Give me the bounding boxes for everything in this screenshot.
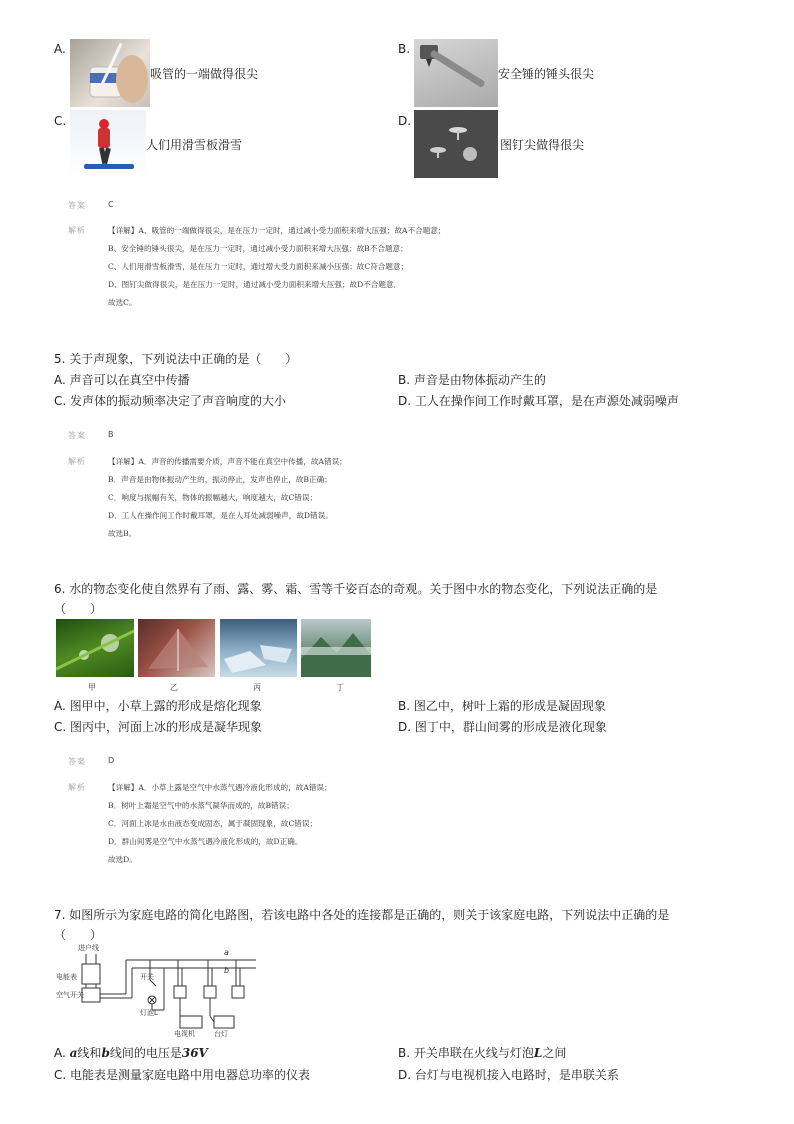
explanation-line: C．河面上冰是水由液态变成固态，属于凝固现象，故C错误； [108,819,318,828]
choice-a [54,1044,208,1061]
choice-a: A. 声音可以在真空中传播 [54,373,190,387]
question-title: 7. 如图所示为家庭电路的简化电路图，若该电路中各处的连接都是正确的，则关于该家庭电路，下列说法中正确的是 [54,908,670,922]
label-breaker: 空气开关 [56,991,84,999]
option-letter: D. [398,114,412,128]
label-switch: 开关 [140,973,154,981]
choice-c: C. 电能表是测量家庭电路中用电器总功率的仪表 [54,1068,311,1082]
option-text: 图钉尖做得很尖 [500,138,585,152]
question-title-cont: （ ） [54,928,103,942]
thumbtack-photo [414,110,498,178]
caption-yi: 乙 [170,683,178,692]
mountain-fog-photo [301,619,371,677]
explanation-line: B．树叶上霜是空气中的水蒸气凝华而成的，故B错误； [108,801,294,810]
explanation-line: 故选B。 [108,529,137,538]
explanation-line: 故选D。 [108,855,137,864]
choice-b-prefix: B. 开关串联在火线与灯泡 [398,1046,534,1060]
choice-d: D. 台灯与电视机接入电路时，是串联关系 [398,1068,619,1082]
choice-c: C. 发声体的振动频率决定了声音响度的大小 [54,394,287,408]
explanation-line: 【详解】A．声音的传播需要介质，声音不能在真空中传播，故A错误； [108,457,347,466]
choice-d: D. 图丁中，群山间雾的形成是液化现象 [398,720,607,734]
safety-hammer-photo [414,39,498,107]
explanation-line: D．群山间雾是空气中水蒸气遇冷液化形成的，故D正确。 [108,837,303,846]
caption-ding: 丁 [336,683,344,692]
choice-b: B. 图乙中，树叶上霜的形成是凝固现象 [398,699,606,713]
label-meter: 电能表 [56,973,77,981]
straw-cup-photo [70,39,150,107]
label-desk-lamp: 台灯 [214,1030,228,1038]
circuit-diagram [56,942,266,1037]
choice-a-mid2: 线间的电压是 [109,1046,182,1060]
label-service-line: 进户线 [78,944,99,952]
choice-a: A. 图甲中，小草上露的形成是熔化现象 [54,699,262,713]
question-title: 6. 水的物态变化使自然界有了雨、露、雾、霜、雪等千姿百态的奇观。关于图中水的物态变化，下列说法正确的是 [54,582,658,596]
choice-b [398,1044,566,1061]
answer-label: 答案 [68,431,86,440]
caption-bing: 丙 [253,683,261,692]
choice-b-suffix: 之间 [542,1046,567,1060]
label-tv: 电视机 [174,1030,195,1038]
choice-b: B. 声音是由物体振动产生的 [398,373,546,387]
var-b: b [101,1046,110,1060]
snowboard-photo [70,110,146,180]
caption-jia: 甲 [88,683,96,692]
choice-c: C. 图丙中，河面上冰的形成是凝华现象 [54,720,263,734]
explanation-line: C、人们用滑雪板滑雪，是在压力一定时，通过增大受力面积来减小压强；故C符合题意； [108,262,409,271]
explanation-line: B、安全锤的锤头很尖，是在压力一定时，通过减小受力面积来增大压强；故B不合题意； [108,244,408,253]
frost-leaf-photo [138,619,215,677]
choice-a-prefix: A. [54,1046,70,1060]
question-title: 5. 关于声现象，下列说法中正确的是（ ） [54,352,298,366]
choice-a-mid: 线和 [77,1046,102,1060]
answer-label: 答案 [68,757,86,766]
explanation-line: C．响度与振幅有关，物体的振幅越大，响度越大，故C错误； [108,493,318,502]
explanation-line: 故选C。 [108,298,137,307]
option-text: 吸管的一端做得很尖 [150,67,259,81]
choice-d: D. 工人在操作间工作时戴耳罩，是在声源处减弱噪声 [398,394,679,408]
answer-value: B [108,430,114,439]
label-wire-a: a [224,948,229,957]
explanation-label: 解析 [68,783,86,792]
answer-value: C [108,200,114,209]
explanation-label: 解析 [68,457,86,466]
voltage-value: 36V [181,1046,208,1060]
circuit-wires [56,942,266,1037]
var-a: a [69,1046,78,1060]
explanation-line: B．声音是由物体振动产生的，振动停止，发声也停止，故B正确； [108,475,332,484]
option-text: 安全锤的锤头很尖 [498,67,595,81]
answer-value: D [108,756,115,765]
option-letter: B. [398,42,411,56]
option-letter: C. [54,114,67,128]
explanation-line: 【详解】A、吸管的一端做得很尖，是在压力一定时，通过减小受力面积来增大压强；故A不合题意； [108,226,446,235]
option-text: 人们用滑雪板滑雪 [146,138,243,152]
explanation-line: D、图钉尖做得很尖，是在压力一定时，通过减小受力面积来增大压强；故D不合题意． [108,280,402,289]
label-wire-b: b [224,966,230,975]
explanation-label: 解析 [68,226,86,235]
option-letter: A. [54,42,66,56]
explanation-line: D．工人在操作间工作时戴耳罩，是在人耳处减弱噪声，故D错误。 [108,511,333,520]
dew-grass-photo [56,619,134,677]
var-l: L [533,1046,543,1060]
label-lamp: 灯泡L [140,1009,158,1017]
explanation-line: 【详解】A．小草上露是空气中水蒸气遇冷液化形成的，故A错误； [108,783,332,792]
river-ice-photo [220,619,297,677]
answer-label: 答案 [68,201,86,210]
question-title-cont: （ ） [54,602,103,616]
